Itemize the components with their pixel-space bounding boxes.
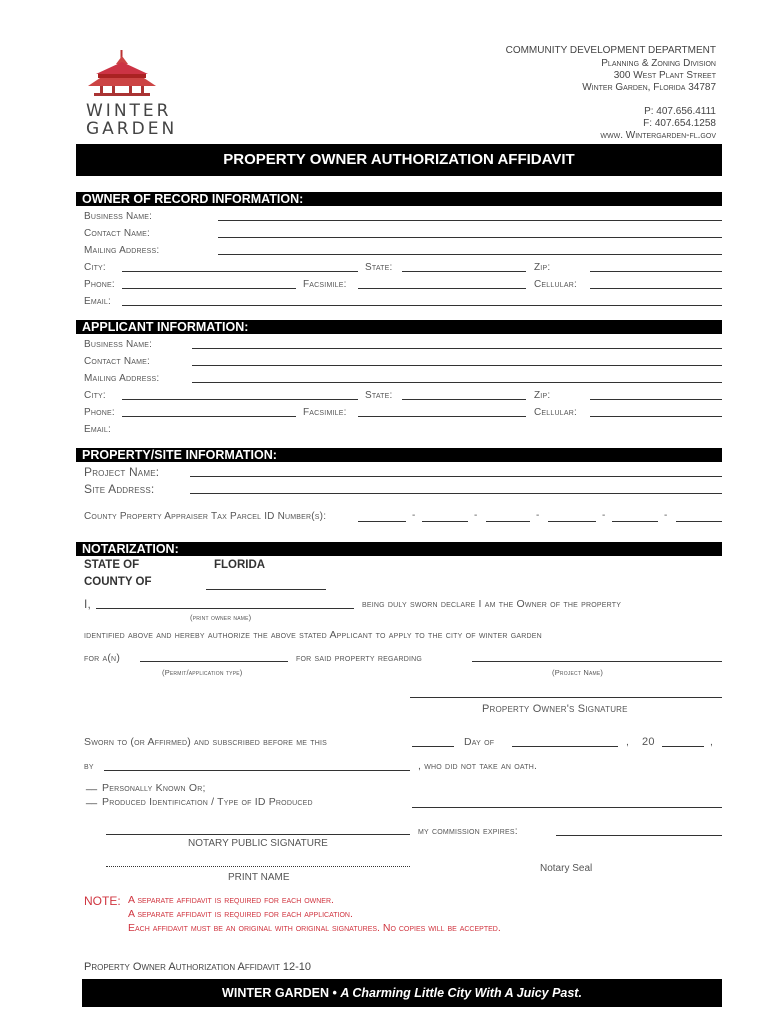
note-line-1: A separate affidavit is required for each owner. bbox=[128, 894, 334, 906]
parcel-id-field-6[interactable] bbox=[676, 521, 722, 522]
header-fax: F: 407.654.1258 bbox=[643, 118, 716, 129]
project-name-field[interactable] bbox=[190, 476, 722, 477]
owner-section-header bbox=[76, 192, 722, 206]
applicant-state-field[interactable] bbox=[402, 399, 526, 400]
year-field[interactable] bbox=[662, 746, 704, 747]
applicant-heading: APPLICANT INFORMATION: bbox=[82, 320, 249, 334]
page-title: PROPERTY OWNER AUTHORIZATION AFFIDAVIT bbox=[223, 151, 575, 168]
applicant-phone-label: Phone: bbox=[84, 407, 115, 418]
owner-cell-label: Cellular: bbox=[534, 279, 577, 290]
project-name-label: Project Name: bbox=[84, 465, 160, 479]
parcel-dash-4: - bbox=[602, 510, 606, 521]
note-label: NOTE: bbox=[84, 894, 121, 908]
header-division: Planning & Zoning Division bbox=[601, 58, 716, 69]
owner-phone-label: Phone: bbox=[84, 279, 115, 290]
owner-mailing-field[interactable] bbox=[218, 254, 722, 255]
print-name-field[interactable] bbox=[106, 866, 410, 867]
county-of-label: COUNTY OF bbox=[84, 576, 152, 588]
month-field[interactable] bbox=[512, 746, 618, 747]
known-label: Personally Known Or; bbox=[102, 782, 206, 794]
owner-state-label: State: bbox=[365, 262, 393, 273]
owner-contact-field[interactable] bbox=[218, 237, 722, 238]
project-name-caption: (Project Name) bbox=[552, 668, 604, 677]
header-phone: P: 407.656.4111 bbox=[644, 106, 716, 117]
footer-bullet: • bbox=[332, 986, 337, 1000]
parcel-id-field-3[interactable] bbox=[486, 521, 530, 522]
site-address-field[interactable] bbox=[190, 493, 722, 494]
notary-signature-field[interactable] bbox=[106, 834, 410, 835]
footer-tagline: A Charming Little City With A Juicy Past. bbox=[340, 986, 582, 1000]
applicant-contact-label: Contact Name: bbox=[84, 356, 151, 367]
owner-phone-field[interactable] bbox=[122, 288, 296, 289]
applicant-cell-field[interactable] bbox=[590, 416, 722, 417]
logo bbox=[86, 50, 178, 139]
applicant-mailing-label: Mailing Address: bbox=[84, 373, 160, 384]
parcel-id-field-1[interactable] bbox=[358, 521, 406, 522]
owner-heading: OWNER OF RECORD INFORMATION: bbox=[82, 192, 304, 206]
owner-mailing-label: Mailing Address: bbox=[84, 245, 160, 256]
applicant-cell-label: Cellular: bbox=[534, 407, 577, 418]
notary-section-header bbox=[76, 542, 722, 556]
owner-state-field[interactable] bbox=[402, 271, 526, 272]
owner-signature-caption: Property Owner's Signature bbox=[482, 703, 628, 715]
applicant-city-field[interactable] bbox=[122, 399, 358, 400]
applicant-city-label: City: bbox=[84, 390, 106, 401]
permit-type-caption: (Permit/application type) bbox=[162, 668, 243, 677]
for-an-label: for a(n) bbox=[84, 652, 121, 664]
county-field[interactable] bbox=[206, 589, 326, 590]
parcel-id-label: County Property Appraiser Tax Parcel ID Number(s): bbox=[84, 511, 327, 522]
applicant-email-label: Email: bbox=[84, 424, 111, 435]
header-web: www. Wintergarden-fl.gov bbox=[600, 130, 716, 141]
state-value: FLORIDA bbox=[214, 559, 266, 571]
parcel-id-field-4[interactable] bbox=[548, 521, 596, 522]
owner-business-label: Business Name: bbox=[84, 211, 153, 222]
commission-label: my commission expires: bbox=[418, 825, 518, 837]
title-box bbox=[76, 144, 722, 176]
header-street: 300 West Plant Street bbox=[613, 70, 716, 81]
header-city: Winter Garden, Florida 34787 bbox=[582, 82, 716, 93]
form-id: Property Owner Authorization Affidavit 12-10 bbox=[84, 961, 312, 973]
commission-field[interactable] bbox=[556, 835, 722, 836]
print-name-caption: PRINT NAME bbox=[228, 872, 290, 883]
produced-checkbox[interactable]: __ bbox=[86, 794, 98, 805]
owner-city-field[interactable] bbox=[122, 271, 358, 272]
site-address-label: Site Address: bbox=[84, 482, 155, 496]
parcel-dash-1: - bbox=[412, 510, 416, 521]
owner-cell-field[interactable] bbox=[590, 288, 722, 289]
comma-2: , bbox=[710, 736, 714, 748]
owner-zip-label: Zip: bbox=[534, 262, 551, 273]
authorize-text: identified above and hereby authorize the above stated Applicant to apply to the city of winter garden bbox=[84, 629, 542, 641]
permit-type-field[interactable] bbox=[140, 661, 288, 662]
logo-word-2: GARDEN bbox=[86, 119, 178, 139]
state-of-label: STATE OF bbox=[84, 559, 140, 571]
notary-seal-caption: Notary Seal bbox=[540, 863, 593, 874]
applicant-zip-field[interactable] bbox=[590, 399, 722, 400]
parcel-dash-3: - bbox=[536, 510, 540, 521]
parcel-id-field-2[interactable] bbox=[422, 521, 468, 522]
i-label: I, bbox=[84, 597, 92, 611]
owner-fax-label: Facsimile: bbox=[303, 279, 347, 290]
for-said-label: for said property regarding bbox=[296, 652, 423, 664]
parcel-dash-5: - bbox=[664, 510, 668, 521]
applicant-mailing-field[interactable] bbox=[192, 382, 722, 383]
note-line-2: A separate affidavit is required for each application. bbox=[128, 908, 353, 920]
applicant-business-label: Business Name: bbox=[84, 339, 153, 350]
owner-name-field[interactable] bbox=[96, 608, 354, 609]
applicant-fax-field[interactable] bbox=[358, 416, 526, 417]
day-of-label: Day of bbox=[464, 736, 495, 748]
footer-bar bbox=[82, 979, 722, 1007]
produced-label: Produced Identification / Type of ID Produced bbox=[102, 796, 313, 808]
by-field[interactable] bbox=[104, 770, 410, 771]
applicant-contact-field[interactable] bbox=[192, 365, 722, 366]
notary-heading: NOTARIZATION: bbox=[82, 542, 179, 556]
owner-signature-field[interactable] bbox=[410, 697, 722, 698]
comma-1: , bbox=[626, 736, 630, 748]
owner-zip-field[interactable] bbox=[590, 271, 722, 272]
note-line-3: Each affidavit must be an original with original signatures. No copies will be accepted. bbox=[128, 922, 501, 934]
sworn-to-text: Sworn to (or Affirmed) and subscribed before me this bbox=[84, 736, 328, 748]
day-field[interactable] bbox=[412, 746, 454, 747]
parcel-id-field-5[interactable] bbox=[612, 521, 658, 522]
owner-email-field[interactable] bbox=[122, 305, 722, 306]
owner-business-field[interactable] bbox=[218, 220, 722, 221]
owner-fax-field[interactable] bbox=[358, 288, 526, 289]
id-type-field[interactable] bbox=[412, 807, 722, 808]
applicant-state-label: State: bbox=[365, 390, 393, 401]
applicant-section-header bbox=[76, 320, 722, 334]
by-label: by bbox=[84, 760, 94, 772]
print-owner-caption: (print owner name) bbox=[190, 613, 252, 622]
owner-contact-label: Contact Name: bbox=[84, 228, 151, 239]
property-heading: PROPERTY/SITE INFORMATION: bbox=[82, 448, 277, 462]
applicant-fax-label: Facsimile: bbox=[303, 407, 347, 418]
year-prefix: 20 bbox=[642, 736, 655, 748]
applicant-business-field[interactable] bbox=[192, 348, 722, 349]
parcel-dash-2: - bbox=[474, 510, 478, 521]
footer-brand: WINTER GARDEN bbox=[222, 986, 329, 1000]
owner-email-label: Email: bbox=[84, 296, 111, 307]
applicant-phone-field[interactable] bbox=[122, 416, 296, 417]
gazebo-icon bbox=[86, 50, 158, 96]
notary-signature-caption: NOTARY PUBLIC SIGNATURE bbox=[188, 838, 328, 849]
no-oath-text: , who did not take an oath. bbox=[418, 760, 538, 772]
project-regarding-field[interactable] bbox=[472, 661, 722, 662]
sworn-declare-text: being duly sworn declare I am the Owner of the property bbox=[362, 598, 622, 610]
applicant-zip-label: Zip: bbox=[534, 390, 551, 401]
property-section-header bbox=[76, 448, 722, 462]
known-checkbox[interactable]: __ bbox=[86, 780, 98, 791]
header-dept: COMMUNITY DEVELOPMENT DEPARTMENT bbox=[505, 45, 716, 56]
logo-word-1: WINTER bbox=[86, 101, 172, 121]
owner-city-label: City: bbox=[84, 262, 106, 273]
